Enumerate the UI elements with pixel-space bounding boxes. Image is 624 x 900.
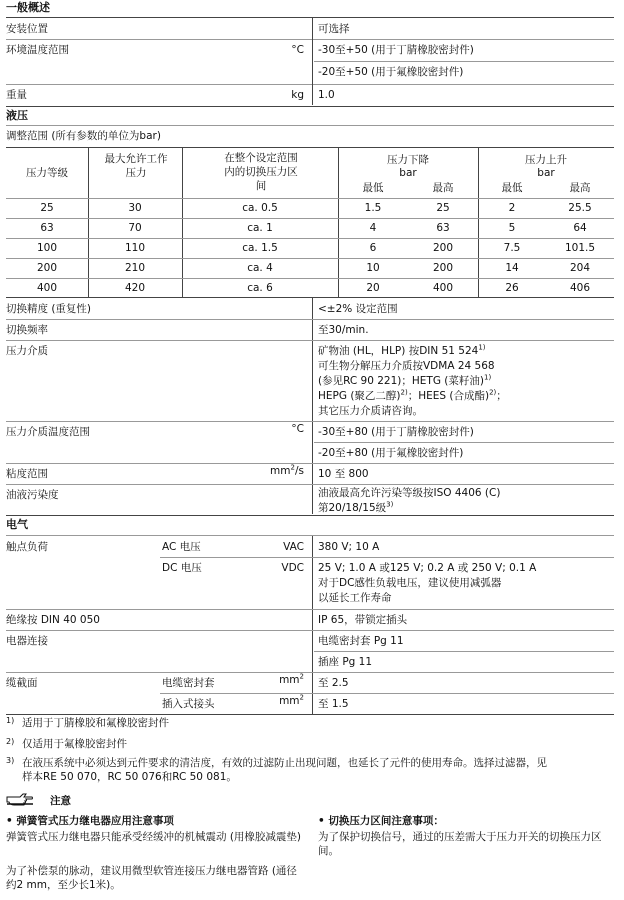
row-value-ambient-temp-fkm: -20至+50 (用于氟橡胶密封件) [318, 66, 464, 78]
row-label-ambient-temp: 环境温度范围 [6, 44, 69, 56]
divider [6, 340, 614, 341]
table-header-rise-min: 最低 [501, 182, 523, 194]
divider [6, 535, 614, 536]
divider [6, 484, 614, 485]
row-unit-dc: VDC [281, 562, 304, 574]
row-value-dc-2: 对于DC感性负载电压，建议使用减弧器 [318, 577, 502, 589]
divider [6, 39, 614, 40]
row-unit-plug: $mm^2$ [279, 693, 304, 707]
table-cell: 64 [573, 222, 587, 234]
table-cell: 6 [369, 242, 377, 254]
divider [312, 298, 313, 514]
table-header-pressure-rise: 压力上升 [525, 154, 567, 166]
table-cell: 400 [36, 282, 58, 294]
row-label-precision: 切换精度 (重复性) [6, 303, 92, 315]
table-cell: 26 [505, 282, 519, 294]
section-title-hydraulic: 液压 [6, 109, 28, 122]
table-header-level: 压力等级 [26, 167, 68, 179]
range-caption: 调整范围 (所有参数的单位为bar) [6, 130, 161, 142]
divider [6, 278, 614, 279]
table-cell: ca. 6 [247, 282, 273, 294]
table-cell: 100 [36, 242, 58, 254]
row-value-contamination-1: 油液最高允许污染等级按ISO 4406 (C) [318, 487, 501, 499]
divider [160, 693, 614, 694]
row-unit-viscosity: $mm^2/s$ [270, 463, 304, 477]
row-label-mounting: 安装位置 [6, 23, 48, 35]
divider [6, 421, 614, 422]
table-cell: 400 [432, 282, 454, 294]
row-value-mounting: 可选择 [318, 23, 350, 35]
row-value-connection-2: 插座 Pg 11 [318, 656, 373, 668]
notice-left-heading: • 弹簧管式压力继电器应用注意事项 [6, 815, 174, 827]
row-value-viscosity: 10 至 800 [318, 468, 369, 480]
table-cell: 420 [124, 282, 146, 294]
row-label-insulation: 绝缘按 DIN 40 050 [6, 614, 100, 626]
table-cell: 25 [40, 202, 54, 214]
row-value-medium-temp-fkm: -20至+80 (用于氟橡胶密封件) [318, 447, 464, 459]
row-value-connection-1: 电缆密封套 Pg 11 [318, 635, 404, 647]
divider [6, 147, 614, 148]
table-cell: 210 [124, 262, 146, 274]
row-label-cross-section: 缆截面 [6, 677, 38, 689]
table-cell: ca. 1 [247, 222, 273, 234]
table-cell: 10 [366, 262, 380, 274]
row-value-medium-temp-nbr: -30至+80 (用于丁腈橡胶密封件) [318, 426, 474, 438]
row-unit-medium-temp: °C [291, 423, 304, 435]
divider [314, 61, 614, 62]
footnote-text: 适用于丁腈橡胶和氟橡胶密封件 [22, 717, 169, 729]
row-unit-ac: VAC [283, 541, 304, 553]
table-header-drop-max: 最高 [432, 182, 454, 194]
row-value-frequency: 至30/min. [318, 324, 369, 336]
footnote-text: 仅适用于氟橡胶密封件 [22, 738, 127, 750]
footnote-number: 2) [6, 737, 15, 746]
row-value-ac: 380 V; 10 A [318, 541, 380, 553]
table-cell: ca. 0.5 [242, 202, 278, 214]
notice-right-text: 为了保护切换信号，通过的压差需大于压力开关的切换压力区间。 [318, 831, 602, 858]
table-cell: 4 [369, 222, 377, 234]
table-cell: 200 [36, 262, 58, 274]
table-header-drop-unit: bar [399, 167, 417, 179]
row-value-medium-4: HEPG (聚乙二醇)$^{2)}$；HEES (合成酯)$^{2)}$； [318, 388, 507, 402]
divider [6, 672, 614, 673]
table-cell: 20 [366, 282, 380, 294]
row-unit-cable-gland: $mm^2$ [279, 672, 304, 686]
row-value-insulation: IP 65，带锁定插头 [318, 614, 408, 626]
divider [6, 609, 614, 610]
divider [6, 238, 614, 239]
divider [6, 198, 614, 199]
notice-left-text-1: 弹簧管式压力继电器只能承受经缓冲的机械震动 (用橡胶减震垫) [6, 831, 302, 843]
table-cell: 110 [124, 242, 146, 254]
row-label-cable-gland: 电缆密封套 [162, 677, 215, 689]
row-label-medium: 压力介质 [6, 345, 48, 357]
row-value-ambient-temp-nbr: -30至+50 (用于丁腈橡胶密封件) [318, 44, 474, 56]
row-label-contact-load: 触点负荷 [6, 541, 48, 553]
table-header-pressure-drop: 压力下降 [387, 154, 429, 166]
divider [6, 515, 614, 516]
table-header-switching-range: 在整个设定范围内的切换压力区间 [224, 152, 298, 193]
table-cell: 1.5 [364, 202, 382, 214]
table-cell: 406 [569, 282, 591, 294]
divider [6, 125, 614, 126]
row-label-plug: 插入式接头 [162, 698, 215, 710]
table-cell: 63 [436, 222, 450, 234]
row-value-cable-gland: 至 2.5 [318, 677, 349, 689]
divider [6, 17, 614, 18]
notice-title: 注意 [50, 795, 71, 807]
divider [6, 463, 614, 464]
table-cell: 200 [432, 262, 454, 274]
table-cell: 2 [508, 202, 516, 214]
row-value-plug: 至 1.5 [318, 698, 349, 710]
table-cell: 70 [128, 222, 142, 234]
footnote-number: 1) [6, 716, 15, 725]
table-cell: 30 [128, 202, 142, 214]
divider [160, 557, 614, 558]
row-value-medium-3: (参见RC 90 221)；HETG (菜籽油)$^{1)}$ [318, 373, 492, 387]
row-label-weight: 重量 [6, 89, 27, 101]
divider [314, 651, 614, 652]
divider [312, 536, 313, 714]
divider [6, 297, 614, 298]
table-cell: 7.5 [503, 242, 521, 254]
table-cell: 14 [505, 262, 519, 274]
notice-left-text-2: 为了补偿泵的脉动，建议用微型软管连接压力继电器管路 (通径约2 mm，至少长1米)。 [6, 865, 297, 892]
divider [6, 258, 614, 259]
section-title-electrical: 电气 [6, 518, 28, 531]
table-header-rise-unit: bar [537, 167, 555, 179]
row-label-frequency: 切换频率 [6, 324, 48, 336]
table-cell: 25.5 [568, 202, 592, 214]
divider [6, 218, 614, 219]
row-value-medium-1: 矿物油 (HL，HLP) 按DIN 51 524$^{1)}$ [318, 343, 486, 357]
pointing-hand-icon [6, 793, 34, 807]
row-label-viscosity: 粘度范围 [6, 468, 48, 480]
table-cell: ca. 4 [247, 262, 273, 274]
divider [6, 319, 614, 320]
table-cell: 101.5 [564, 242, 596, 254]
row-value-dc-3: 以延长工作寿命 [318, 592, 392, 604]
row-unit-weight: kg [291, 89, 304, 101]
footnote-text: 在液压系统中必须达到元件要求的清洁度，有效的过滤防止出现问题，也延长了元件的使用寿命。选择过滤器，见样本RE 50 070，RC 50 076和RC 50 081。 [22, 757, 547, 784]
row-label-connection: 电器连接 [6, 635, 48, 647]
divider [6, 630, 614, 631]
divider [6, 84, 614, 85]
section-title-general: 一般概述 [6, 1, 50, 14]
notice-right-heading: • 切换压力区间注意事项： [318, 815, 444, 827]
row-value-contamination-2: 第20/18/15级$^{3)}$ [318, 500, 394, 514]
row-label-medium-temp: 压力介质温度范围 [6, 426, 90, 438]
table-cell: 200 [432, 242, 454, 254]
table-cell: 25 [436, 202, 450, 214]
table-cell: ca. 1.5 [242, 242, 278, 254]
row-label-contamination: 油液污染度 [6, 489, 59, 501]
row-label-dc: DC 电压 [162, 562, 202, 574]
row-value-medium-5: 其它压力介质请咨询。 [318, 405, 423, 417]
table-header-max-pressure: 最大允许工作压力 [104, 153, 168, 180]
row-value-weight: 1.0 [318, 89, 335, 101]
row-value-dc-1: 25 V; 1.0 A 或125 V; 0.2 A 或 250 V; 0.1 A [318, 562, 537, 574]
divider [314, 442, 614, 443]
row-label-ac: AC 电压 [162, 541, 201, 553]
table-cell: 5 [508, 222, 516, 234]
table-cell: 204 [569, 262, 591, 274]
footnote-number: 3) [6, 756, 15, 765]
divider [6, 106, 614, 107]
row-value-medium-2: 可生物分解压力介质按VDMA 24 568 [318, 360, 495, 372]
table-cell: 63 [40, 222, 54, 234]
divider [312, 18, 313, 105]
table-header-rise-max: 最高 [569, 182, 591, 194]
row-value-precision: <±2% 设定范围 [318, 303, 398, 315]
divider [6, 714, 614, 715]
row-unit-ambient-temp: °C [291, 44, 304, 56]
table-header-drop-min: 最低 [362, 182, 384, 194]
